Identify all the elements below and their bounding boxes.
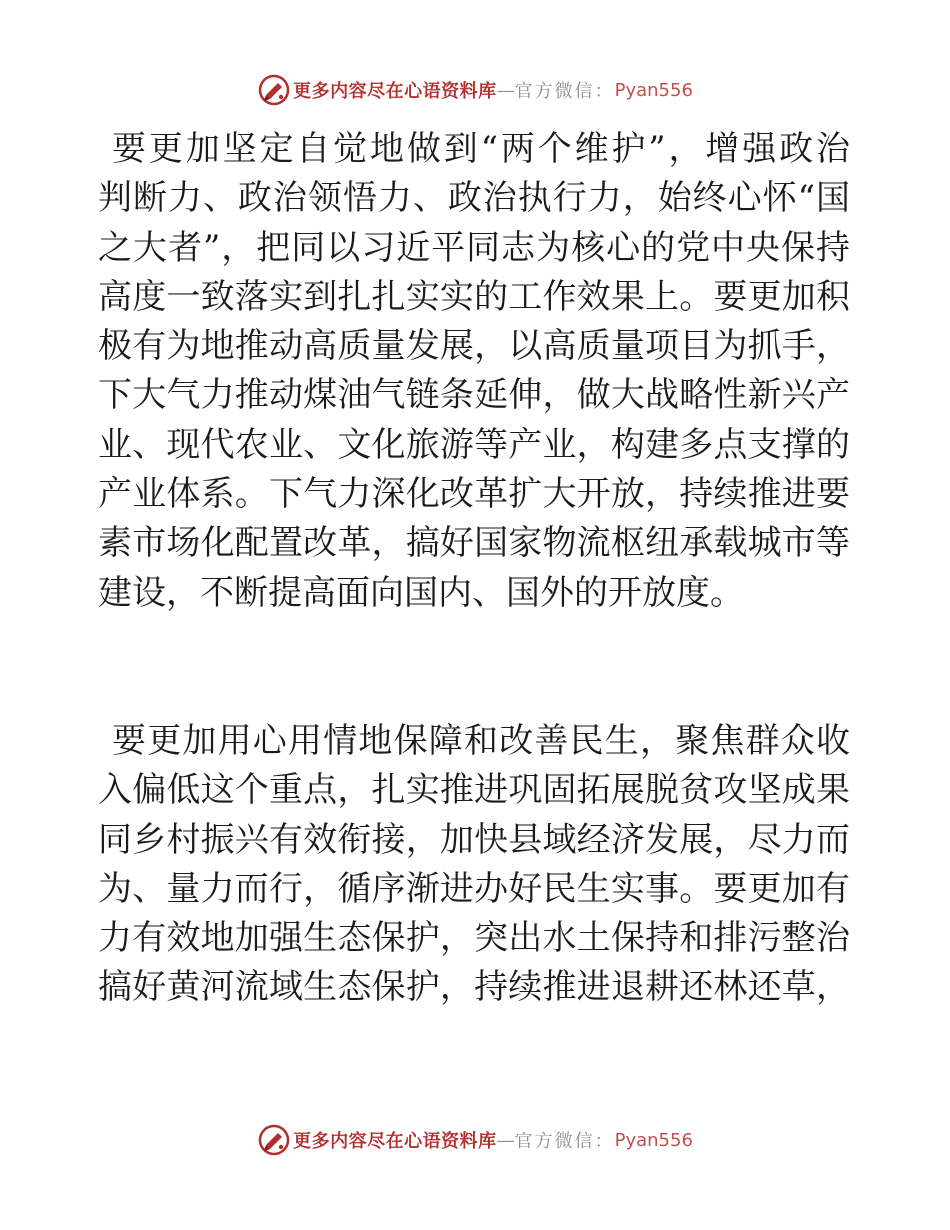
paragraph-line: 入偏低这个重点，扎实推进巩固拓展脱贫攻坚成果 <box>98 770 850 811</box>
paragraph-line: 要更加用心用情地保障和改善民生，聚焦群众收 <box>112 721 850 761</box>
separator-dash: — <box>496 1129 515 1151</box>
paragraph-line: 判断力、政治领悟力、政治执行力，始终心怀“国 <box>98 178 850 219</box>
paragraph-line: 为、量力而行，循序渐进办好民生实事。要更加有 <box>98 868 850 909</box>
paragraph-line: 素市场化配置改革，搞好国家物流枢纽承载城市等 <box>98 523 850 564</box>
paragraph-line: 搞好黄河流域生态保护，持续推进退耕还林还草， <box>98 967 850 1008</box>
paragraph-line: 建设，不断提高面向国内、国外的开放度。 <box>98 572 744 613</box>
paragraph-2 <box>98 717 850 1013</box>
paragraph-line: 业、现代农业、文化旅游等产业，构建多点支撑的 <box>98 424 850 465</box>
footer-banner <box>0 1123 950 1157</box>
logo-icon <box>257 1123 291 1157</box>
official-wechat-label: 官方微信： <box>514 1131 615 1152</box>
wechat-id: Pyan556 <box>614 1129 693 1151</box>
paragraph-line: 同乡村振兴有效衔接，加快县域经济发展，尽力而 <box>98 819 850 860</box>
paragraph-line: 下大气力推动煤油气链条延伸，做大战略性新兴产 <box>98 375 850 416</box>
paragraph-line: 力有效地加强生态保护，突出水土保持和排污整治 <box>98 918 850 959</box>
header-banner <box>0 73 950 107</box>
paragraph-line: 要更加坚定自觉地做到“两个维护”，增强政治 <box>112 129 850 169</box>
paragraph-1 <box>98 125 850 618</box>
logo-icon <box>257 73 291 107</box>
paragraph-line: 产业体系。下气力深化改革扩大开放，持续推进要 <box>98 474 850 515</box>
separator-dash: — <box>496 79 515 101</box>
paragraph-line: 之大者”，把同以习近平同志为核心的党中央保持 <box>98 227 850 268</box>
paragraph-line: 高度一致落实到扎扎实实的工作效果上。要更加积 <box>98 276 850 317</box>
promo-text: 更多内容尽在心语资料库 <box>293 81 497 102</box>
wechat-id: Pyan556 <box>614 79 693 101</box>
promo-text: 更多内容尽在心语资料库 <box>293 1131 497 1152</box>
official-wechat-label: 官方微信： <box>514 81 615 102</box>
paragraph-line: 极有为地推动高质量发展，以高质量项目为抓手， <box>98 326 850 367</box>
